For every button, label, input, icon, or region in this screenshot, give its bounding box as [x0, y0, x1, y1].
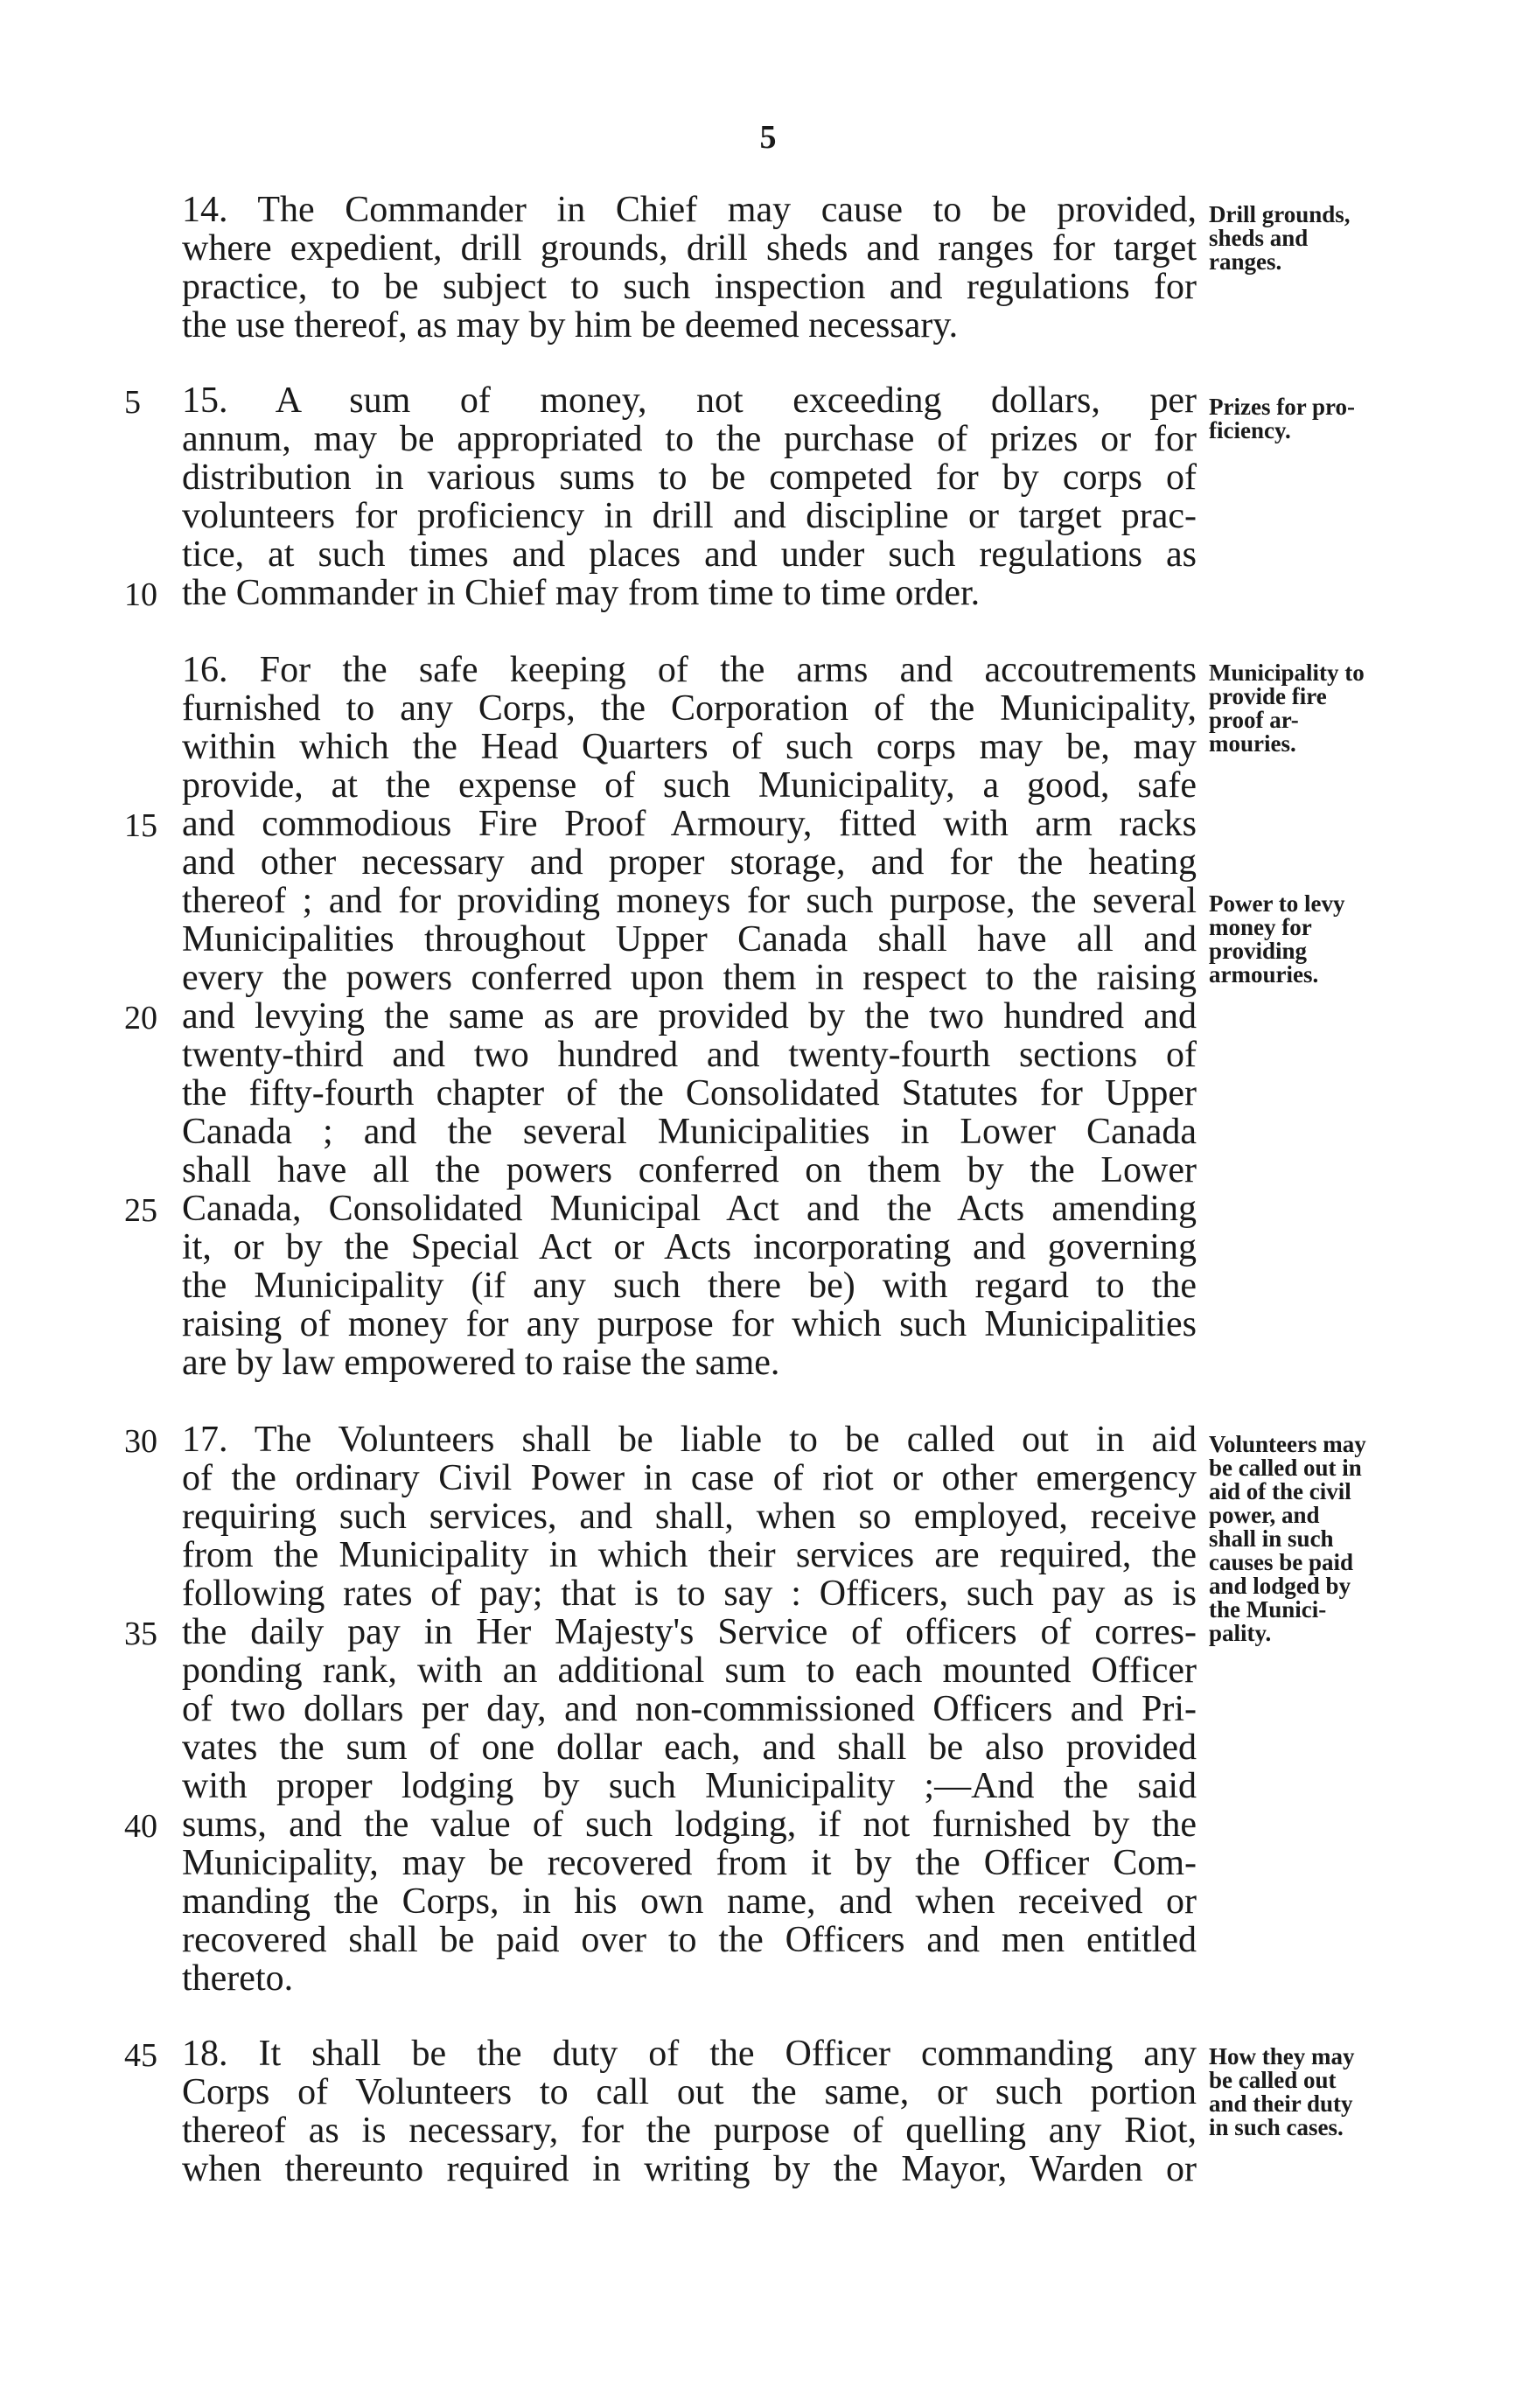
text-line: sums, and the value of such lodging, if not furnished by the	[182, 1804, 1197, 1845]
line-number: 10	[124, 576, 157, 613]
text-line: recovered shall be paid over to the Officers and men entitled	[182, 1920, 1197, 1960]
text-line: the use thereof, as may by him be deemed necessary.	[182, 305, 959, 345]
line-number: 35	[124, 1616, 157, 1652]
text-line: practice, to be subject to such inspection and regulations for	[182, 267, 1197, 307]
line-number: 30	[124, 1423, 157, 1460]
margin-note-line: Municipality to	[1209, 660, 1365, 686]
margin-note-line: Power to levy	[1209, 890, 1345, 917]
margin-note-line: and lodged by	[1209, 1573, 1351, 1599]
margin-note	[1209, 2045, 1393, 2139]
text-line: when thereunto required in writing by the Mayor, Warden or	[182, 2149, 1197, 2189]
margin-note-line: armouries.	[1209, 961, 1319, 988]
text-line: annum, may be appropriated to the purchase of prizes or for	[182, 419, 1197, 459]
text-line: with proper lodging by such Municipality ;—And the said	[182, 1766, 1197, 1806]
text-line: the Commander in Chief may from time to time order.	[182, 573, 981, 613]
margin-note-line: be called out	[1209, 2067, 1337, 2093]
text-line: 14. The Commander in Chief may cause to be provided,	[182, 190, 1197, 230]
text-line: shall have all the powers conferred on them by the Lower	[182, 1150, 1197, 1190]
margin-note-line: pality.	[1209, 1620, 1272, 1646]
text-line: vates the sum of one dollar each, and shall be also provided	[182, 1727, 1197, 1768]
text-line: are by law empowered to raise the same.	[182, 1343, 780, 1383]
text-line: the fifty-fourth chapter of the Consolidated Statutes for Upper	[182, 1073, 1197, 1113]
text-line: volunteers for proficiency in drill and discipline or target prac-	[182, 496, 1197, 536]
text-line: twenty-third and two hundred and twenty-fourth sections of	[182, 1035, 1197, 1075]
text-line: Canada, Consolidated Municipal Act and the Acts amending	[182, 1189, 1197, 1229]
text-line: where expedient, drill grounds, drill sheds and ranges for target	[182, 228, 1197, 269]
text-line: 18. It shall be the duty of the Officer commanding any	[182, 2034, 1197, 2074]
margin-note-line: the Munici-	[1209, 1596, 1327, 1623]
text-line: provide, at the expense of such Municipality, a good, safe	[182, 765, 1197, 806]
text-line: manding the Corps, in his own name, and when received or	[182, 1881, 1197, 1922]
text-line: raising of money for any purpose for which such Municipalities	[182, 1304, 1197, 1344]
margin-note	[1209, 661, 1393, 756]
line-number: 5	[124, 384, 141, 421]
text-line: from the Municipality in which their services are required, the	[182, 1535, 1197, 1575]
text-line: the daily pay in Her Majesty's Service of officers of corres-	[182, 1612, 1197, 1652]
text-line: thereof as is necessary, for the purpose of quelling any Riot,	[182, 2111, 1197, 2151]
margin-note-line: provide fire	[1209, 683, 1327, 709]
margin-note-line: aid of the civil	[1209, 1478, 1351, 1504]
margin-note-line: How they may	[1209, 2043, 1355, 2069]
text-line: ponding rank, with an additional sum to each mounted Officer	[182, 1651, 1197, 1691]
text-line: Corps of Volunteers to call out the same, or such portion	[182, 2072, 1197, 2112]
text-line: within which the Head Quarters of such corps may be, may	[182, 727, 1197, 767]
margin-note-line: Drill grounds,	[1209, 201, 1351, 227]
text-line: distribution in various sums to be competed for by corps of	[182, 457, 1197, 498]
margin-note	[1209, 1433, 1393, 1645]
margin-note-line: Volunteers may	[1209, 1431, 1366, 1457]
margin-note-line: causes be paid	[1209, 1549, 1354, 1575]
text-line: furnished to any Corps, the Corporation of the Municipality,	[182, 688, 1197, 729]
text-line: of the ordinary Civil Power in case of riot or other emergency	[182, 1458, 1197, 1498]
text-line: every the powers conferred upon them in respect to the raising	[182, 958, 1197, 998]
text-line: requiring such services, and shall, when so employed, receive	[182, 1497, 1197, 1537]
margin-note	[1209, 892, 1393, 987]
line-number: 15	[124, 807, 157, 844]
line-number: 20	[124, 1000, 157, 1036]
margin-note	[1209, 203, 1393, 274]
text-line: and other necessary and proper storage, and for the heating	[182, 842, 1197, 883]
text-line: of two dollars per day, and non-commissioned Officers and Pri-	[182, 1689, 1197, 1729]
text-line: and commodious Fire Proof Armoury, fitted with arm racks	[182, 804, 1197, 844]
margin-note-line: mouries.	[1209, 730, 1296, 757]
text-line: thereof ; and for providing moneys for such purpose, the several	[182, 881, 1197, 921]
margin-note-line: in such cases.	[1209, 2114, 1344, 2140]
page-number: 5	[759, 119, 777, 156]
text-line: Municipalities throughout Upper Canada shall have all and	[182, 919, 1197, 960]
margin-note-line: money for	[1209, 914, 1312, 940]
margin-note-line: shall in such	[1209, 1525, 1334, 1552]
margin-note-line: Prizes for pro-	[1209, 394, 1355, 420]
margin-note-line: ficiency.	[1209, 417, 1291, 443]
margin-note-line: sheds and	[1209, 225, 1309, 251]
margin-note-line: power, and	[1209, 1502, 1320, 1528]
text-line: 15. A sum of money, not exceeding dollars, per	[182, 380, 1197, 421]
text-line: the Municipality (if any such there be) with regard to the	[182, 1266, 1197, 1306]
margin-note-line: and their duty	[1209, 2090, 1353, 2117]
text-line: thereto.	[182, 1958, 294, 1999]
margin-note-line: proof ar-	[1209, 707, 1299, 733]
line-number: 25	[124, 1192, 157, 1229]
line-number: 45	[124, 2037, 157, 2074]
text-line: Canada ; and the several Municipalities in Lower Canada	[182, 1112, 1197, 1152]
margin-note	[1209, 395, 1393, 443]
margin-note-line: be called out in	[1209, 1455, 1362, 1481]
text-line: tice, at such times and places and under such regulations as	[182, 534, 1197, 575]
line-number: 40	[124, 1808, 157, 1845]
text-line: 16. For the safe keeping of the arms and accoutrements	[182, 650, 1197, 690]
text-line: and levying the same as are provided by the two hundred and	[182, 996, 1197, 1036]
margin-note-line: ranges.	[1209, 248, 1282, 275]
margin-note-line: providing	[1209, 938, 1308, 964]
text-line: following rates of pay; that is to say : Officers, such pay as is	[182, 1574, 1197, 1614]
text-line: Municipality, may be recovered from it by the Officer Com-	[182, 1843, 1197, 1883]
text-line: it, or by the Special Act or Acts incorporating and governing	[182, 1227, 1197, 1267]
text-line: 17. The Volunteers shall be liable to be called out in aid	[182, 1420, 1197, 1460]
